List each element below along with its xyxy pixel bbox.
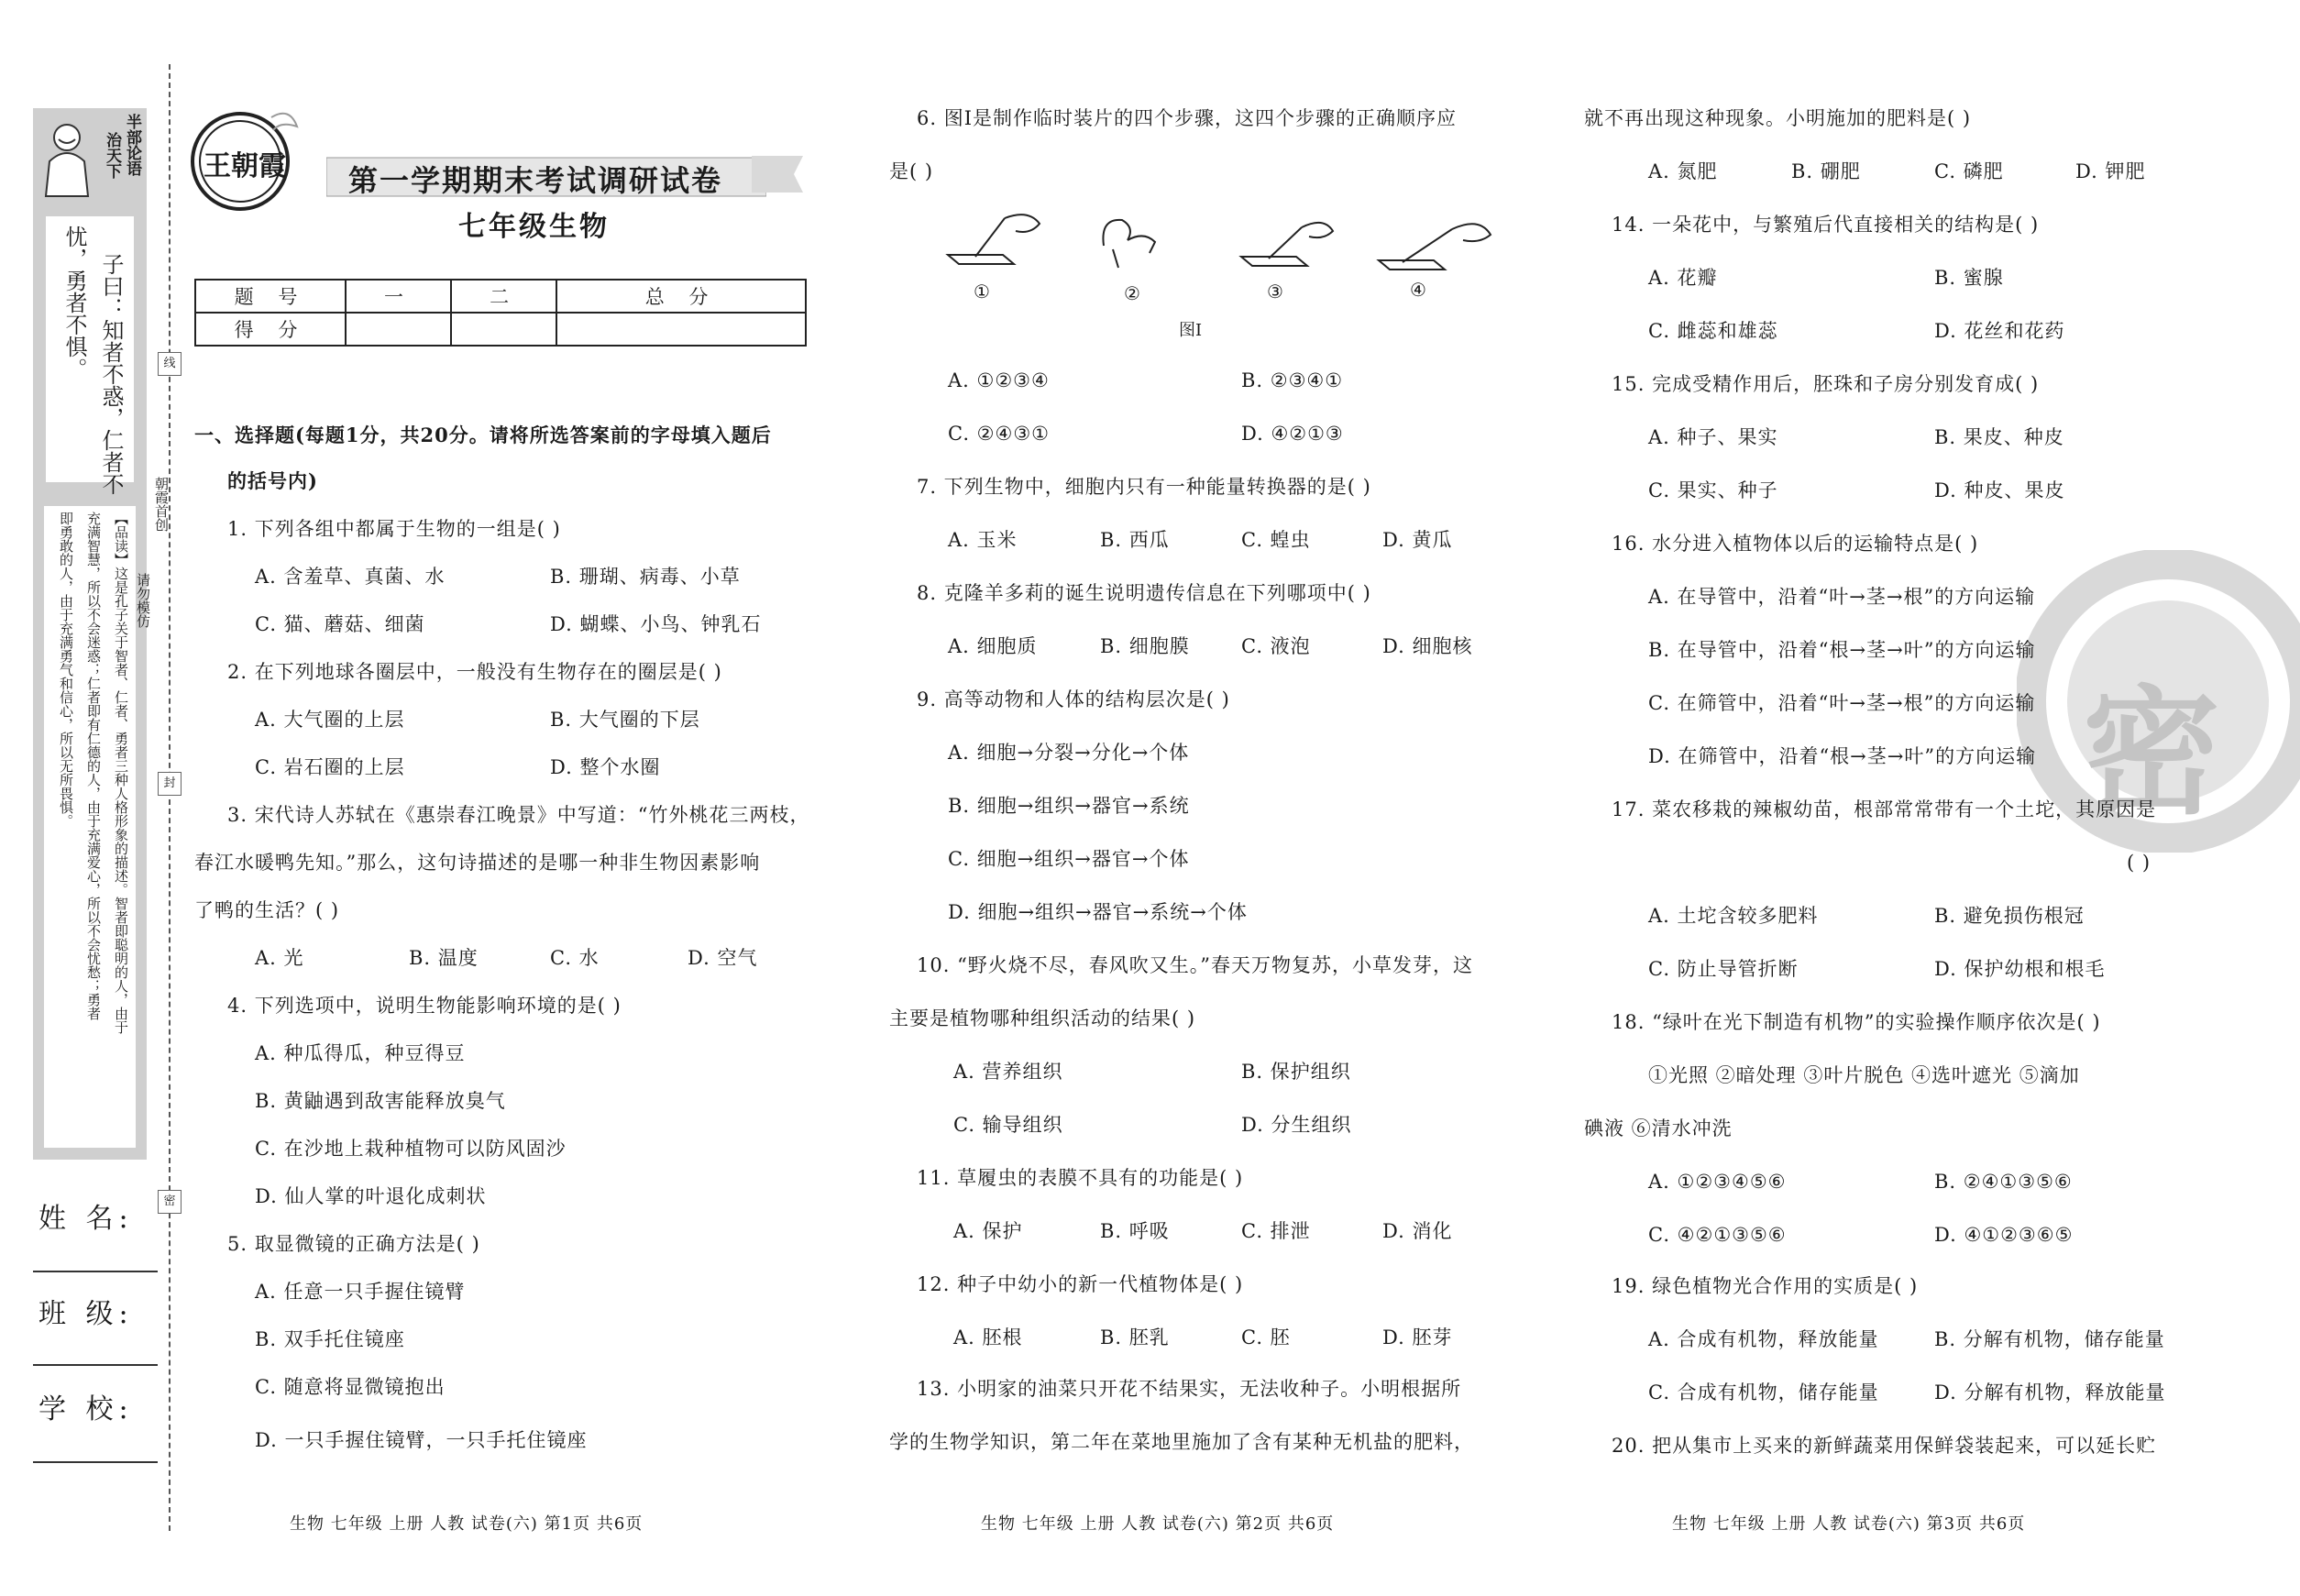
brand-name: 王朝霞 xyxy=(204,150,286,182)
question-13-cont: 学的生物学知识，第二年在菜地里施加了含有某种无机盐的肥料， xyxy=(889,1431,1474,1453)
option[interactable]: B. 蜜腺 xyxy=(1934,267,2004,289)
option[interactable]: C. 水 xyxy=(550,947,600,969)
question-20: 20. 把从集市上买来的新鲜蔬菜用保鲜袋装起来，可以延长贮 xyxy=(1612,1435,2157,1457)
cut-line-tag-secret: 密 xyxy=(158,1190,182,1214)
school-line[interactable] xyxy=(33,1461,158,1463)
option[interactable]: C. ④②①③⑤⑥ xyxy=(1648,1224,1787,1246)
option[interactable]: C. 雌蕊和雄蕊 xyxy=(1648,320,1778,342)
option[interactable]: B. 大气圈的下层 xyxy=(550,709,700,731)
question-2: 2. 在下列地球各圈层中，一般没有生物存在的圈层是( ) xyxy=(227,661,722,683)
motto-line-1: 半部论语 xyxy=(123,114,141,176)
score-cell: 二 xyxy=(451,280,556,313)
reading-line-2: 充满智慧，所以不会迷惑；仁者即有仁德的人，由于充满爱心，所以不会忧愁；勇者 xyxy=(85,512,102,1020)
option[interactable]: B. 西瓜 xyxy=(1100,529,1170,551)
option[interactable]: C. 排泄 xyxy=(1241,1220,1311,1242)
option[interactable]: C. 随意将显微镜抱出 xyxy=(255,1376,446,1398)
figure-slide-steps xyxy=(939,209,1507,337)
figure-caption: 图Ⅰ xyxy=(1179,321,1203,340)
question-18: 18. “绿叶在光下制造有机物”的实验操作顺序依次是( ) xyxy=(1612,1011,2101,1033)
page-footer: 生物 七年级 上册 人教 试卷(六) 第3页 共6页 xyxy=(1672,1514,2026,1534)
option[interactable]: A. 大气圈的上层 xyxy=(255,709,405,731)
question-17: 17. 菜农移栽的辣椒幼苗，根部常常带有一个土坨，其原因是 xyxy=(1612,798,2157,820)
score-header-row xyxy=(195,280,806,313)
option[interactable]: D. 蝴蝶、小鸟、钟乳石 xyxy=(550,613,762,635)
motto-line-2: 治天下 xyxy=(103,132,121,179)
option[interactable]: B. 保护组织 xyxy=(1241,1061,1351,1083)
option[interactable]: B. 温度 xyxy=(409,947,479,969)
option[interactable]: B. 细胞→组织→器官→系统 xyxy=(948,795,1190,817)
option[interactable]: D. 分生组织 xyxy=(1241,1114,1352,1136)
option[interactable]: A. 种瓜得瓜，种豆得豆 xyxy=(255,1042,466,1064)
option[interactable]: A. 在导管中，沿着“叶→茎→根”的方向运输 xyxy=(1648,586,2036,608)
score-cell: 题 号 xyxy=(195,280,346,313)
option[interactable]: A. 含羞草、真菌、水 xyxy=(255,566,446,588)
option[interactable]: A. 光 xyxy=(255,947,304,969)
score-cell: 得 分 xyxy=(195,313,346,346)
option[interactable]: B. 分解有机物，储存能量 xyxy=(1934,1328,2165,1350)
option[interactable]: A. 氮肥 xyxy=(1648,160,1718,182)
option[interactable]: C. 防止导管折断 xyxy=(1648,958,1799,980)
question-3: 3. 宋代诗人苏轼在《惠崇春江晚景》中写道：“竹外桃花三两枝， xyxy=(227,804,810,826)
score-input-cell[interactable] xyxy=(346,313,451,346)
option[interactable]: C. 蝗虫 xyxy=(1241,529,1311,551)
figure-label: ④ xyxy=(1410,279,1426,301)
option[interactable]: D. 在筛管中，沿着“根→茎→叶”的方向运输 xyxy=(1648,745,2037,767)
quote-line-2: 忧，勇者不惧。 xyxy=(61,226,87,380)
question-9: 9. 高等动物和人体的结构层次是( ) xyxy=(917,688,1230,710)
option[interactable]: B. 果皮、种皮 xyxy=(1934,426,2064,448)
option[interactable]: A. 任意一只手握住镜臂 xyxy=(255,1281,466,1303)
option[interactable]: C. ②④③① xyxy=(948,423,1050,445)
name-label: 姓 名: xyxy=(39,1203,134,1235)
page-subtitle: 七年级生物 xyxy=(458,211,610,243)
quote-line-1: 子曰：知者不惑，仁者不 xyxy=(98,253,124,495)
title-ribbon-icon xyxy=(752,147,807,202)
question-1: 1. 下列各组中都属于生物的一组是( ) xyxy=(227,518,561,540)
option[interactable]: D. ④①②③⑥⑤ xyxy=(1934,1224,2074,1246)
score-cell: 一 xyxy=(346,280,451,313)
option[interactable]: A. 种子、果实 xyxy=(1648,426,1778,448)
option[interactable]: A. 合成有机物，释放能量 xyxy=(1648,1328,1879,1350)
option[interactable]: B. 珊瑚、病毒、小草 xyxy=(550,566,741,588)
question-13-cont: 就不再出现这种现象。小明施加的肥料是( ) xyxy=(1584,107,1972,129)
question-10-cont: 主要是植物哪种组织活动的结果( ) xyxy=(889,1007,1196,1029)
question-18-steps: ①光照 ②暗处理 ③叶片脱色 ④选叶遮光 ⑤滴加 xyxy=(1648,1064,2080,1086)
option[interactable]: C. 输导组织 xyxy=(953,1114,1063,1136)
question-15: 15. 完成受精作用后，胚珠和子房分别发育成( ) xyxy=(1612,373,2040,395)
question-5: 5. 取显微镜的正确方法是( ) xyxy=(227,1233,480,1255)
cut-line-tag-line: 线 xyxy=(158,352,182,376)
copyright-line-1: 朝霞首创 xyxy=(153,477,170,532)
page-footer: 生物 七年级 上册 人教 试卷(六) 第2页 共6页 xyxy=(981,1514,1335,1534)
motto-panel xyxy=(33,108,147,207)
option[interactable]: D. 一只手握住镜臂，一只手托住镜座 xyxy=(255,1429,588,1451)
option[interactable]: C. 果实、种子 xyxy=(1648,479,1778,501)
class-line[interactable] xyxy=(33,1364,158,1366)
option[interactable]: C. 在筛管中，沿着“叶→茎→根”的方向运输 xyxy=(1648,692,2036,714)
option[interactable]: D. 花丝和花药 xyxy=(1934,320,2065,342)
option[interactable]: B. 双手托住镜座 xyxy=(255,1328,405,1350)
option[interactable]: D. 保护幼根和根毛 xyxy=(1934,958,2106,980)
page-title: 第一学期期末考试调研试卷 xyxy=(348,163,723,198)
quote-panel-inner xyxy=(46,216,134,495)
score-input-cell[interactable] xyxy=(556,313,806,346)
option[interactable]: D. 钾肥 xyxy=(2075,160,2146,182)
option[interactable]: C. 液泡 xyxy=(1241,635,1311,657)
cut-line-tag-seal: 封 xyxy=(158,772,182,796)
option[interactable]: B. 细胞膜 xyxy=(1100,635,1190,657)
question-7: 7. 下列生物中，细胞内只有一种能量转换器的是( ) xyxy=(917,476,1371,498)
figure-label: ① xyxy=(974,281,990,303)
option[interactable]: D. 分解有机物，释放能量 xyxy=(1934,1381,2166,1403)
option[interactable]: A. 营养组织 xyxy=(953,1061,1063,1083)
section-heading: 一、选择题(每题1分，共20分。请将所选答案前的字母填入题后 xyxy=(194,424,772,446)
name-line[interactable] xyxy=(33,1271,158,1272)
question-6: 6. 图Ⅰ是制作临时装片的四个步骤，这四个步骤的正确顺序应 xyxy=(917,107,1458,129)
question-18-steps-cont: 碘液 ⑥清水冲洗 xyxy=(1584,1117,1733,1139)
question-14: 14. 一朵花中，与繁殖后代直接相关的结构是( ) xyxy=(1612,214,2040,236)
option[interactable]: A. ①②③④⑤⑥ xyxy=(1648,1171,1787,1193)
option[interactable]: D. 整个水圈 xyxy=(550,756,661,778)
question-12: 12. 种子中幼小的新一代植物体是( ) xyxy=(917,1273,1244,1295)
option[interactable]: A. 土坨含较多肥料 xyxy=(1648,905,1819,927)
reading-panel-inner xyxy=(44,506,136,1148)
question-4: 4. 下列选项中，说明生物能影响环境的是( ) xyxy=(227,995,622,1017)
option[interactable]: B. ②④①③⑤⑥ xyxy=(1934,1171,2073,1193)
stamp-character: 密 xyxy=(2083,672,2221,833)
reading-line-1: 【品读】这是孔子关于智者、仁者、勇者三种人格形象的描述。智者即聪明的人，由于 xyxy=(113,512,129,1034)
answer-paren[interactable]: ( ) xyxy=(2127,852,2151,874)
option[interactable]: D. 消化 xyxy=(1382,1220,1453,1242)
option[interactable]: D. ④②①③ xyxy=(1241,423,1344,445)
option[interactable]: B. 黄鼬遇到敌害能释放臭气 xyxy=(255,1090,506,1112)
option[interactable]: C. 胚 xyxy=(1241,1326,1291,1348)
class-label: 班 级: xyxy=(39,1298,134,1330)
option[interactable]: C. 合成有机物，储存能量 xyxy=(1648,1381,1879,1403)
step-3-illustration xyxy=(1241,223,1333,266)
question-8: 8. 克隆羊多莉的诞生说明遗传信息在下列哪项中( ) xyxy=(917,582,1371,604)
option[interactable]: B. ②③④① xyxy=(1241,369,1344,391)
option[interactable]: A. 保护 xyxy=(953,1220,1023,1242)
reading-line-3: 即勇敢的人，由于充满勇气和信心，所以无所畏惧。 xyxy=(58,512,74,828)
section-heading-cont: 的括号内) xyxy=(227,469,318,492)
question-16: 16. 水分进入植物体以后的运输特点是( ) xyxy=(1612,533,1979,555)
option[interactable]: D. 胚芽 xyxy=(1382,1326,1453,1348)
option[interactable]: D. 空气 xyxy=(688,947,758,969)
score-cell: 总 分 xyxy=(556,280,806,313)
question-11: 11. 草履虫的表膜不具有的功能是( ) xyxy=(917,1167,1244,1189)
question-3-cont: 了鸭的生活？( ) xyxy=(194,899,340,921)
option[interactable]: D. 细胞→组织→器官→系统→个体 xyxy=(948,901,1248,923)
option[interactable]: C. 细胞→组织→器官→个体 xyxy=(948,848,1190,870)
figure-label: ② xyxy=(1124,282,1140,304)
step-4-illustration xyxy=(1379,224,1491,270)
option[interactable]: B. 在导管中，沿着“根→茎→叶”的方向运输 xyxy=(1648,639,2036,661)
option[interactable]: A. 玉米 xyxy=(948,529,1018,551)
option[interactable]: A. 细胞→分裂→分化→个体 xyxy=(948,742,1190,764)
question-13: 13. 小明家的油菜只开花不结果实，无法收种子。小明根据所 xyxy=(917,1378,1462,1400)
step-2-illustration xyxy=(1103,220,1155,268)
confucius-figure-icon xyxy=(39,117,95,202)
option[interactable]: A. 胚根 xyxy=(953,1326,1023,1348)
option[interactable]: B. 胚乳 xyxy=(1100,1326,1170,1348)
copyright-line-2: 请勿模仿 xyxy=(135,573,151,628)
option[interactable]: D. 细胞核 xyxy=(1382,635,1473,657)
option[interactable]: D. 种皮、果皮 xyxy=(1934,479,2065,501)
option[interactable]: C. 猫、蘑菇、细菌 xyxy=(255,613,425,635)
binding-cut-line xyxy=(169,64,171,1531)
school-label: 学 校: xyxy=(39,1393,134,1425)
score-input-cell[interactable] xyxy=(451,313,556,346)
question-3-cont: 春江水暖鸭先知。”那么，这句诗描述的是哪一种非生物因素影响 xyxy=(194,852,761,874)
question-10: 10. “野火烧不尽，春风吹又生。”春天万物复苏，小草发芽，这 xyxy=(917,954,1474,976)
option[interactable]: C. 岩石圈的上层 xyxy=(255,756,405,778)
option[interactable]: C. 在沙地上栽种植物可以防风固沙 xyxy=(255,1138,567,1160)
page-footer: 生物 七年级 上册 人教 试卷(六) 第1页 共6页 xyxy=(290,1514,644,1534)
option[interactable]: D. 仙人掌的叶退化成刺状 xyxy=(255,1185,487,1207)
option[interactable]: B. 硼肥 xyxy=(1791,160,1861,182)
option[interactable]: C. 磷肥 xyxy=(1934,160,2004,182)
score-table xyxy=(194,279,807,347)
option[interactable]: D. 黄瓜 xyxy=(1382,529,1453,551)
option[interactable]: A. 细胞质 xyxy=(948,635,1038,657)
option[interactable]: B. 避免损伤根冠 xyxy=(1934,905,2085,927)
step-1-illustration xyxy=(948,215,1040,264)
figure-label: ③ xyxy=(1267,281,1283,303)
option[interactable]: B. 呼吸 xyxy=(1100,1220,1170,1242)
question-19: 19. 绿色植物光合作用的实质是( ) xyxy=(1612,1275,1919,1297)
brand-logo xyxy=(189,108,299,211)
question-6-cont: 是( ) xyxy=(889,160,934,182)
option[interactable]: A. 花瓣 xyxy=(1648,267,1718,289)
score-value-row xyxy=(195,313,806,346)
option[interactable]: A. ①②③④ xyxy=(948,369,1050,391)
